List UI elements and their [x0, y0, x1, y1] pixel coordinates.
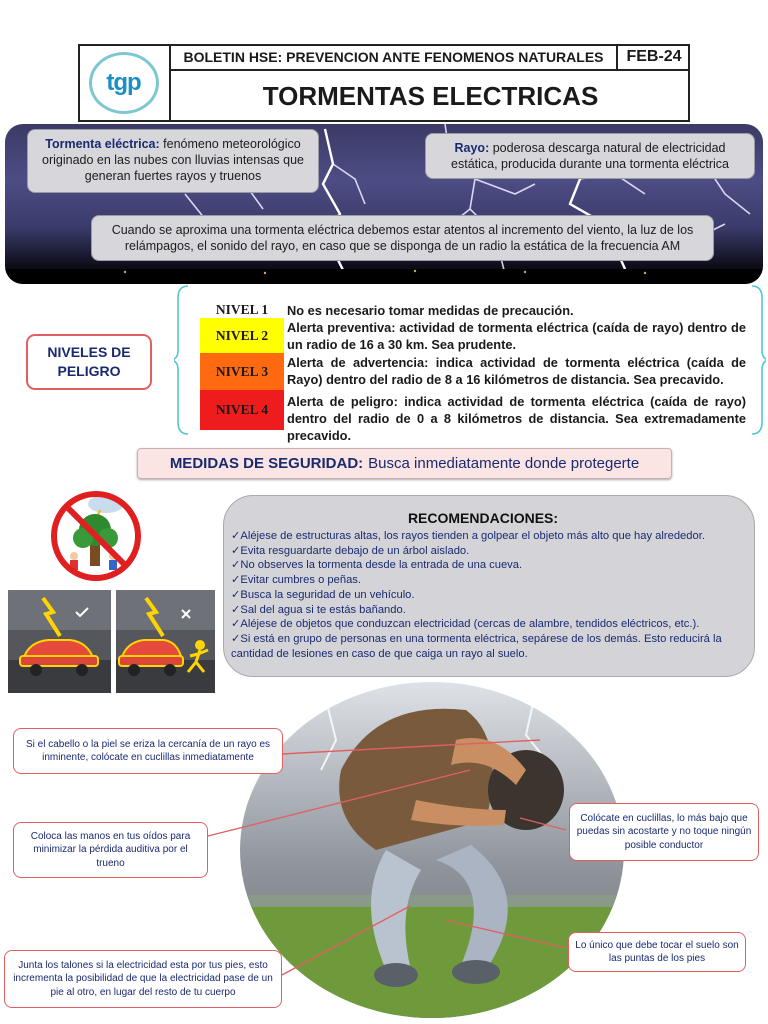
- level-4-text: Alerta de peligro: indica actividad de tormenta eléctrica (caída de rayo) dentro del radio de 0 a 8 kilómetros de distancia. Sea extremadamente precavido.: [287, 394, 746, 443]
- recommendation-item: ✓Aléjese de estructuras altas, los rayos tienden a golpear el objeto más alto que hay alrededor.: [231, 530, 705, 542]
- lightning-definition: [425, 133, 755, 179]
- callout-heels: Junta los talones si la electricidad esta por tus pies, esto incrementa la posibilidad de que la electricidad pase de un pie al otro, en lugar del resto de tu cuerpo: [4, 950, 282, 1008]
- recommendation-item: ✓Evita resguardarte debajo de un árbol aislado.: [231, 544, 470, 557]
- no-tree-shelter-icon: [38, 484, 154, 582]
- recommendation-item: ✓Evitar cumbres o peñas.: [231, 574, 362, 587]
- storm-definition-text: fenómeno meteorológico originado en las nubes con lluvias intensas que generan fuertes rayos y truenos: [42, 137, 304, 183]
- recommendations-list: [231, 529, 745, 661]
- callout-ears: Coloca las manos en tus oídos para minimizar la pérdida auditiva por el trueno: [13, 822, 208, 878]
- level-1-text: No es necesario tomar medidas de precaución.: [287, 303, 574, 318]
- safety-measures-text: Busca inmediatamente donde protegerte: [368, 455, 640, 472]
- recommendation-item: ✓Sal del agua si te estás bañando.: [231, 603, 406, 616]
- level-2-label: NIVEL 2: [200, 318, 284, 353]
- recommendation-item: ✓Si está en grupo de personas en una tormenta eléctrica, sepárese de los demás. Esto reducirá la cantidad de lesiones en caso de que caiga un rayo al suelo.: [231, 632, 722, 660]
- recommendations-title: RECOMENDACIONES:: [407, 510, 559, 526]
- lightning-term: Rayo:: [454, 141, 490, 155]
- bulletin-date: FEB-24: [618, 44, 690, 71]
- level-3-label: NIVEL 3: [200, 353, 284, 390]
- callout-hair: Si el cabello o la piel se eriza la cercanía de un rayo es inminente, colócate en cuclillas inmediatamente: [13, 728, 283, 774]
- logo-text: tgp: [106, 69, 141, 96]
- safety-measures-label: MEDIDAS DE SEGURIDAD:: [169, 455, 364, 472]
- level-4-label: NIVEL 4: [200, 390, 284, 430]
- safety-measures-banner: [137, 448, 672, 479]
- car-unsafe-icon: [116, 590, 215, 693]
- lightning-definition-text: poderosa descarga natural de electricidad estática, producida durante una tormenta eléctrica: [451, 141, 729, 171]
- page-title: TORMENTAS ELECTRICAS: [262, 81, 599, 111]
- callout-toes: Lo único que debe tocar el suelo son las puntas de los pies: [568, 932, 746, 972]
- level-3-text: Alerta de advertencia: indica actividad de tormenta eléctrica (caída de Rayo) dentro del radio de 8 a 16 kilómetros de distancia. Sea precavido.: [287, 355, 746, 387]
- recommendation-item: ✓Aléjese de objetos que conduzcan electricidad (cercas de alambre, tendidos eléctricos, etc.).: [231, 618, 700, 631]
- danger-levels-title: NIVELES DE PELIGRO: [26, 334, 152, 390]
- approach-warning: Cuando se aproxima una tormenta eléctrica debemos estar atentos al incremento del viento, la luz de los relámpagos, el sonido del rayo, en caso que se disponga de un radio la estática de la frecuencia AM: [91, 215, 714, 261]
- car-safe-icon: [8, 590, 111, 693]
- recommendation-item: ✓Busca la seguridad de un vehículo.: [231, 588, 415, 601]
- callout-crouch: Colócate en cuclillas, lo más bajo que puedas sin acostarte y no toque ningún posible conductor: [569, 803, 759, 861]
- level-2-text: Alerta preventiva: actividad de tormenta eléctrica (caída de rayo) dentro de un radio de 16 a 30 km. Sea prudente.: [287, 320, 746, 352]
- storm-definition: [27, 129, 319, 193]
- company-logo: [78, 44, 171, 122]
- level-1-label: NIVEL 1: [215, 302, 269, 317]
- storm-term: Tormenta eléctrica:: [45, 137, 160, 151]
- logo-ring-icon: [89, 52, 159, 114]
- recommendation-item: ✓No observes la tormenta desde la entrada de una cueva.: [231, 559, 523, 572]
- bulletin-title: BOLETIN HSE: PREVENCION ANTE FENOMENOS NATURALES: [171, 44, 618, 71]
